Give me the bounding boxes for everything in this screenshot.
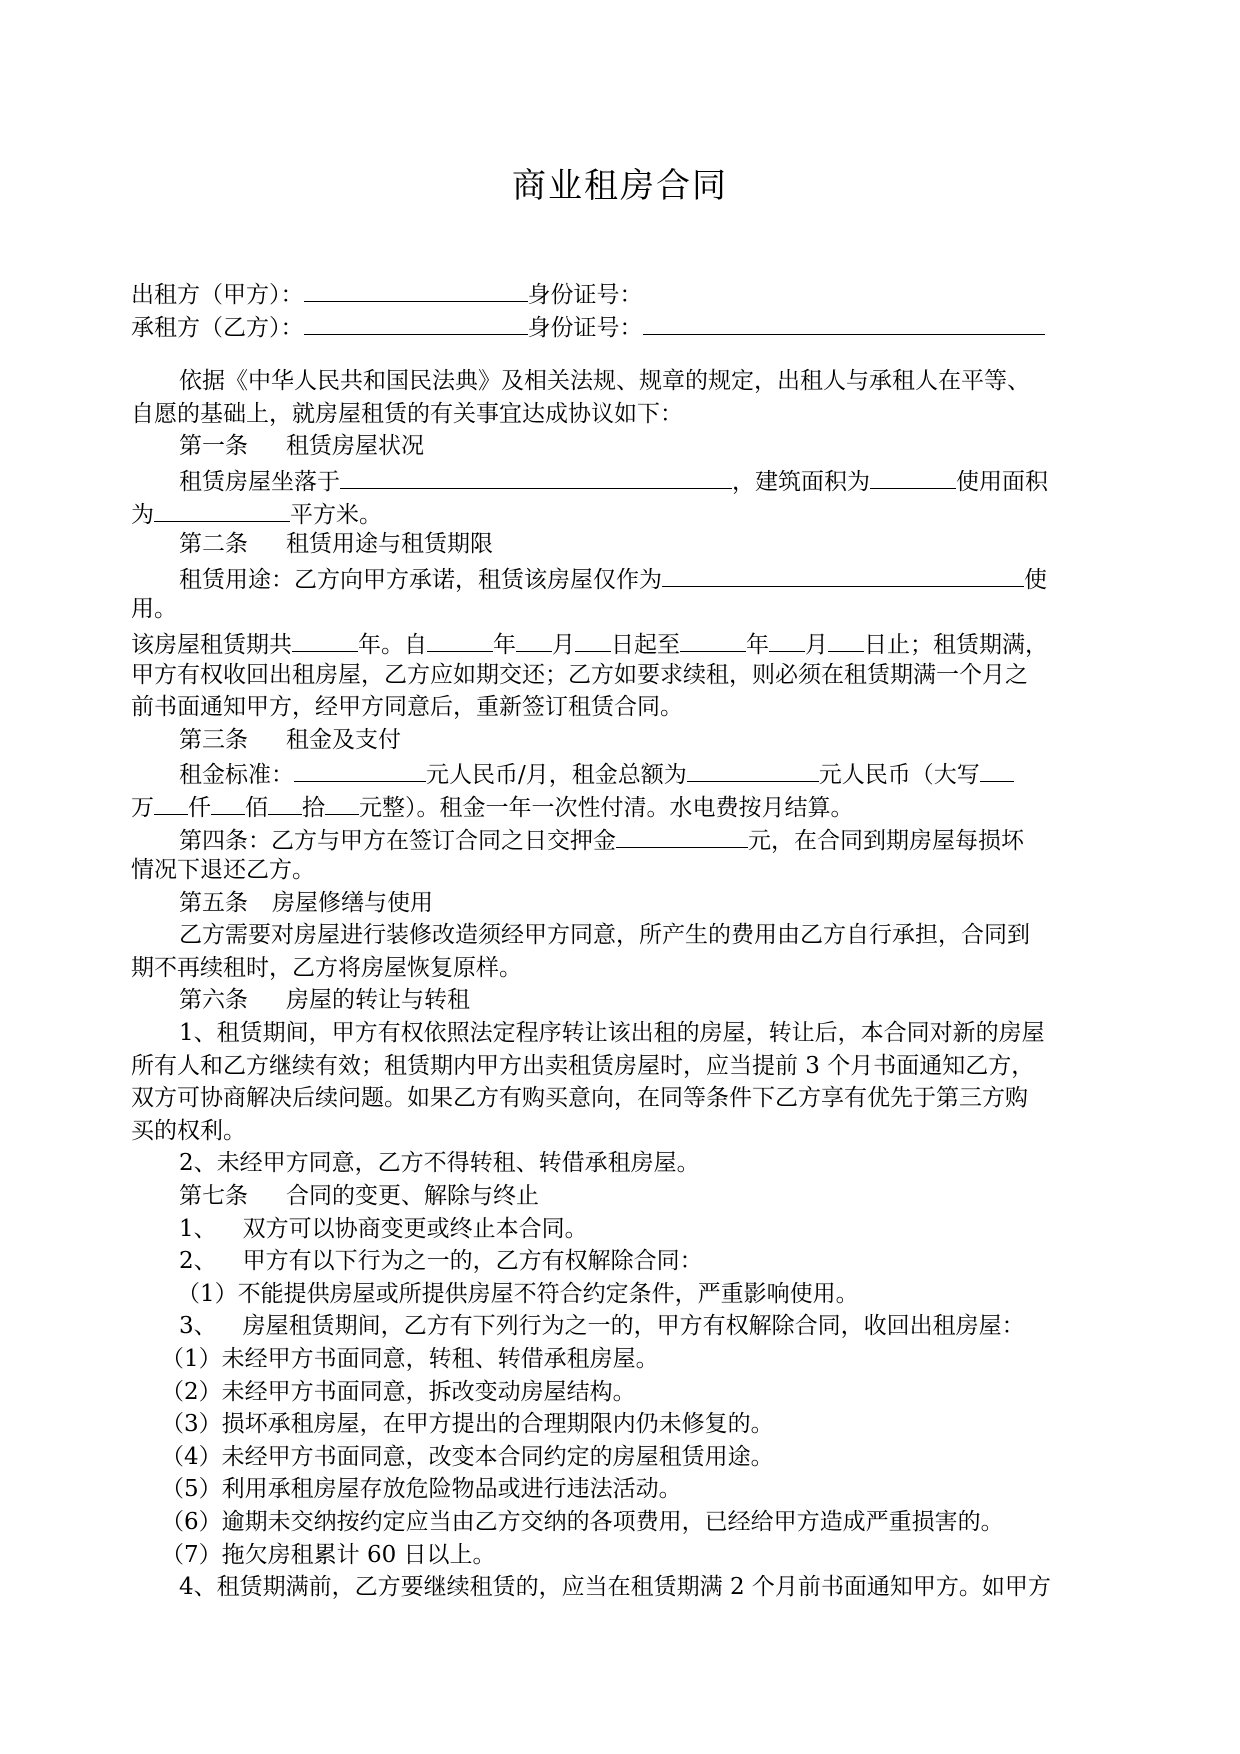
shi-unit: 拾 bbox=[302, 794, 325, 821]
purpose-field bbox=[662, 561, 1024, 587]
article-7-list-item: （3）损坏承租房屋，在甲方提出的合理期限内仍未修复的。 bbox=[161, 1411, 774, 1438]
period-years-field bbox=[292, 626, 358, 652]
article-6-line-1: 1、租赁期间，甲方有权依照法定程序转让该出租的房屋，转让后，本合同对新的房屋 bbox=[179, 1020, 1045, 1047]
intro-line-2: 自愿的基础上，就房屋租赁的有关事宜达成协议如下： bbox=[131, 400, 683, 427]
article-2-line-3: 甲方有权收回出租房屋，乙方应如期交还；乙方如要求续租，则必须在租赁期满一个月之 bbox=[131, 661, 1028, 688]
article-2-number: 第二条 bbox=[179, 531, 248, 558]
lessee-id-field bbox=[643, 309, 1045, 335]
start-month-field bbox=[516, 626, 552, 652]
article-7-item-1 bbox=[131, 1213, 1111, 1246]
article-6-heading bbox=[131, 984, 1111, 1017]
article-6-line-3: 双方可协商解决后续问题。如果乙方有购买意向，在同等条件下乙方享有优先于第三方购 bbox=[131, 1085, 1028, 1112]
article-5-title: 房屋修缮与使用 bbox=[272, 889, 433, 916]
item-number: 1、 bbox=[179, 1215, 217, 1242]
building-area-field bbox=[870, 463, 956, 489]
article-4-line-1 bbox=[131, 822, 1111, 855]
article-3-number: 第三条 bbox=[179, 726, 248, 753]
deposit-field bbox=[616, 822, 748, 848]
lessor-label: 出租方（甲方）： bbox=[131, 282, 304, 308]
article-6-title: 房屋的转让与转租 bbox=[286, 987, 470, 1014]
month-unit: 月 bbox=[805, 631, 828, 658]
article-1-heading bbox=[131, 430, 1111, 463]
article-5-line-1: 乙方需要对房屋进行装修改造须经甲方同意，所产生的费用由乙方自行承担，合同到 bbox=[179, 922, 1030, 949]
article-2-use-line-2: 用。 bbox=[131, 596, 177, 623]
start-year-field bbox=[427, 626, 493, 652]
article-7-list-item: （5）利用承租房屋存放危险物品或进行违法活动。 bbox=[161, 1476, 682, 1503]
article-6-number: 第六条 bbox=[179, 987, 248, 1014]
article-3-heading bbox=[131, 724, 1111, 757]
capital-amount-label: 元人民币（大写 bbox=[818, 762, 980, 789]
capital-qian-field bbox=[154, 789, 188, 815]
item-number: 2、 bbox=[179, 1248, 217, 1275]
end-month-field bbox=[769, 626, 805, 652]
period-label: 该房屋租赁期共 bbox=[131, 631, 292, 658]
location-label: 租赁房屋坐落于 bbox=[179, 468, 340, 495]
document-title: 商业租房合同 bbox=[512, 166, 728, 206]
item-text: 双方可以协商变更或终止本合同。 bbox=[242, 1215, 588, 1242]
location-field bbox=[340, 463, 732, 489]
period-end-text: 日止；租赁期满， bbox=[864, 631, 1048, 658]
capital-shi-field bbox=[268, 789, 302, 815]
article-7-list-item: （2）未经甲方书面同意，拆改变动房屋结构。 bbox=[161, 1378, 636, 1405]
article-6-line-5: 2、未经甲方同意，乙方不得转租、转借承租房屋。 bbox=[179, 1150, 700, 1177]
item-number: 3、 bbox=[179, 1313, 217, 1340]
usable-area-field bbox=[154, 496, 290, 522]
capital-yuan-field bbox=[325, 789, 359, 815]
end-year-field bbox=[680, 626, 746, 652]
article-6-line-4: 买的权利。 bbox=[131, 1117, 246, 1144]
start-day-field bbox=[575, 626, 611, 652]
capital-wan-field bbox=[980, 756, 1014, 782]
article-4-line-2: 情况下退还乙方。 bbox=[131, 857, 315, 884]
end-day-field bbox=[828, 626, 864, 652]
item-text: 甲方有以下行为之一的，乙方有权解除合同： bbox=[242, 1248, 703, 1275]
article-7-item-2 bbox=[131, 1245, 1111, 1278]
lessee-label: 承租方（乙方）： bbox=[131, 314, 304, 341]
contract-body bbox=[131, 276, 1111, 1604]
spacer bbox=[131, 341, 1111, 365]
bai-unit: 佰 bbox=[245, 794, 268, 821]
rent-standard-label: 租金标准： bbox=[179, 762, 294, 789]
article-2-title: 租赁用途与租赁期限 bbox=[286, 531, 493, 558]
month-unit: 月 bbox=[552, 631, 575, 658]
usable-area-prefix: 为 bbox=[131, 501, 154, 528]
monthly-rent-field bbox=[294, 756, 426, 782]
lessor-id-label: 身份证号： bbox=[527, 282, 643, 308]
lessor-line bbox=[131, 276, 1111, 309]
article-7-item-3 bbox=[131, 1310, 1111, 1343]
until-label: 日起至 bbox=[611, 631, 680, 658]
article-2-heading bbox=[131, 528, 1111, 561]
article-7-title: 合同的变更、解除与终止 bbox=[286, 1183, 539, 1210]
article-7-list-item: （6）逾期未交纳按约定应当由乙方交纳的各项费用，已经给甲方造成严重损害的。 bbox=[161, 1508, 1004, 1535]
article-3-line-2 bbox=[131, 789, 1111, 822]
article-3-title: 租金及支付 bbox=[286, 726, 401, 753]
article-3-line-1 bbox=[131, 756, 1111, 789]
lessee-name-field bbox=[304, 309, 528, 335]
period-from-label: 年。自 bbox=[358, 631, 427, 658]
square-meters-unit: 平方米。 bbox=[290, 501, 382, 528]
article-2-period-line bbox=[131, 626, 1111, 659]
article-7-heading bbox=[131, 1180, 1111, 1213]
article-7-item-4: 4、租赁期满前，乙方要继续租赁的，应当在租赁期满 2 个月前书面通知甲方。如甲方 bbox=[179, 1574, 1051, 1601]
wan-unit: 万 bbox=[131, 794, 154, 821]
qian-unit: 仟 bbox=[188, 794, 211, 821]
lessee-id-label: 身份证号： bbox=[527, 314, 643, 341]
deposit-label: 第四条：乙方与甲方在签订合同之日交押金 bbox=[179, 827, 616, 854]
article-1-title: 租赁房屋状况 bbox=[286, 433, 424, 460]
intro-line-1: 依据《中华人民共和国民法典》及相关法规、规章的规定，出租人与承租人在平等、 bbox=[179, 368, 1030, 395]
purpose-label: 租赁用途：乙方向甲方承诺，租赁该房屋仅作为 bbox=[179, 566, 662, 593]
article-6-line-2: 所有人和乙方继续有效；租赁期内甲方出卖租赁房屋时，应当提前 3 个月书面通知乙方， bbox=[131, 1052, 1035, 1079]
year-unit: 年 bbox=[746, 631, 769, 658]
article-1-line-2 bbox=[131, 496, 1111, 529]
lessee-line bbox=[131, 309, 1111, 342]
article-7-list-item: （7）拖欠房租累计 60 日以上。 bbox=[161, 1541, 496, 1568]
item-text: 房屋租赁期间，乙方有下列行为之一的，甲方有权解除合同，收回出租房屋： bbox=[242, 1313, 1025, 1340]
purpose-suffix: 使 bbox=[1024, 566, 1047, 593]
article-1-line-1 bbox=[131, 463, 1111, 496]
capital-bai-field bbox=[211, 789, 245, 815]
article-7-subitem: （1）不能提供房屋或所提供房屋不符合约定条件，严重影响使用。 bbox=[177, 1280, 859, 1307]
total-rent-label: 元人民币/月，租金总额为 bbox=[426, 762, 687, 789]
payment-terms-text: 元整）。租金一年一次性付清。水电费按月结算。 bbox=[359, 794, 854, 821]
article-7-number: 第七条 bbox=[179, 1183, 248, 1210]
deposit-terms: 元，在合同到期房屋每损坏 bbox=[748, 827, 1024, 854]
year-unit: 年 bbox=[493, 631, 516, 658]
article-5-number: 第五条 bbox=[179, 889, 248, 916]
article-7-list-item: （4）未经甲方书面同意，改变本合同约定的房屋租赁用途。 bbox=[161, 1443, 774, 1470]
total-rent-field bbox=[687, 756, 819, 782]
lessor-name-field bbox=[304, 276, 528, 302]
article-2-use-line bbox=[131, 561, 1111, 594]
article-2-line-4: 前书面通知甲方，经甲方同意后，重新签订租赁合同。 bbox=[131, 694, 683, 721]
article-7-list-item: （1）未经甲方书面同意，转租、转借承租房屋。 bbox=[161, 1346, 659, 1372]
article-1-number: 第一条 bbox=[179, 433, 248, 460]
article-5-line-2: 期不再续租时，乙方将房屋恢复原样。 bbox=[131, 954, 522, 981]
usable-area-label: 使用面积 bbox=[956, 468, 1048, 495]
article-5-heading bbox=[131, 887, 1111, 920]
building-area-label: ，建筑面积为 bbox=[732, 468, 870, 495]
